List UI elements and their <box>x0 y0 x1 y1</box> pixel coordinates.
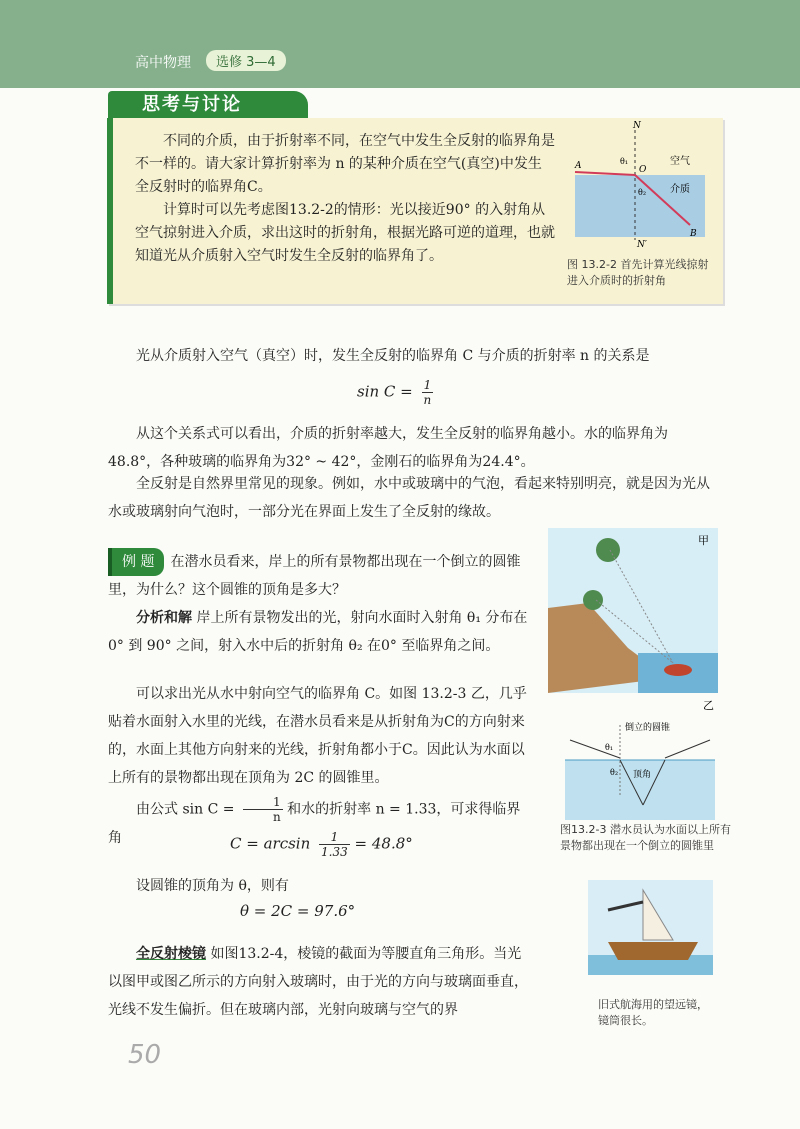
formula-arcsin <box>230 830 413 859</box>
analysis-3-fraction <box>243 795 283 824</box>
caption-13-2-2: 图 13.2-2 首先计算光线掠射进入介质时的折射角 <box>567 258 709 287</box>
label-theta1: θ₁ <box>620 157 629 166</box>
analysis-1-text: 岸上所有景物发出的光，射向水面时入射角 θ₁ 分布在0° 到 90° 之间，射入水中后的折射角 θ₂ 在0° 至临界角之间。 <box>108 610 528 654</box>
label-theta2: θ₂ <box>638 188 647 197</box>
body-paragraph-2: 从这个关系式可以看出，介质的折射率越大，发生全反射的临界角越小。水的临界角为48.8°，各种玻璃的临界角为32° ~ 42°，金刚石的临界角为24.4°。 <box>108 426 668 470</box>
label-theta2-yi: θ₂ <box>610 768 619 777</box>
analysis-3-post: 和水的折射率 n = 1.33，可求得临界角 <box>108 801 521 846</box>
prism-paragraph <box>108 940 528 1024</box>
label-n: N <box>633 121 641 131</box>
analysis-label: 分析和解 <box>136 610 192 626</box>
formula-critical-angle <box>357 378 433 407</box>
label-air: 空气 <box>670 156 690 167</box>
volume-badge: 选修 3—4 <box>206 50 286 71</box>
ship-hull <box>608 942 698 960</box>
formula1-denominator: n <box>423 393 432 407</box>
analysis-4: 设圆锥的顶角为 θ，则有 <box>136 878 289 894</box>
formula2-fraction <box>319 830 350 859</box>
figure-yi-cone <box>565 695 715 820</box>
label-medium: 介质 <box>670 184 690 195</box>
example-badge: 例 题 <box>108 548 164 576</box>
page-number: 50 <box>128 1040 162 1070</box>
figure-13-2-2 <box>565 120 710 250</box>
label-a: A <box>575 161 582 171</box>
label-o: O <box>639 165 647 175</box>
discussion-p2: 计算时可以先考虑图13.2-2的情形：光以接近90° 的入射角从空气掠射进入介质，求出这时的折射角，根据光路可逆的道理，也就知道光从介质射入空气时发生全反射的临界角了。 <box>135 202 555 264</box>
formula2-right: = 48.8° <box>354 834 413 853</box>
analysis-3-pre: 由公式 sin C = <box>136 801 235 818</box>
tree-top-upper <box>596 538 620 562</box>
example-question <box>108 548 528 604</box>
prism-label: 全反射棱镜 <box>136 946 206 962</box>
label-b: B <box>690 229 697 239</box>
caption-13-2-3: 图13.2-3 潜水员认为水面以上所有景物都出现在一个倒立的圆锥里 <box>560 823 731 852</box>
label-n-prime: N′ <box>637 240 647 250</box>
formula2-num: 1 <box>319 830 350 845</box>
water-yi <box>565 760 715 820</box>
label-yi: 乙 <box>703 699 714 712</box>
formula1-numerator: 1 <box>422 378 434 393</box>
incident-ray <box>575 172 635 175</box>
book-title: 高中物理 <box>135 55 191 71</box>
discussion-tag: 思考与讨论 <box>108 91 308 119</box>
analysis-1 <box>108 604 528 660</box>
formula1-left: sin C = <box>357 382 413 401</box>
caption-ship: 旧式航海用的望远镜，镜筒很长。 <box>598 998 708 1027</box>
ray-right <box>665 740 710 758</box>
label-theta1-yi: θ₁ <box>605 743 614 752</box>
diver <box>664 664 692 676</box>
example-question-text: 在潜水员看来，岸上的所有景物都出现在一个倒立的圆锥里，为什么？这个圆锥的顶角是多大？ <box>108 554 521 598</box>
tree-top-lower <box>583 590 603 610</box>
formula2-left: C = arcsin <box>230 834 311 853</box>
prism-text: 如图13.2-4，棱镜的截面为等腰直角三角形。当光以图甲或图乙所示的方向射入玻璃时，由于光的方向与玻璃面垂直，光线不发生偏折。但在玻璃内部，光射向玻璃与空气的界 <box>108 946 528 1018</box>
discussion-text <box>135 130 555 268</box>
analysis-3-den: n <box>272 810 281 824</box>
discussion-p1: 不同的介质，由于折射率不同，在空气中发生全反射的临界角是不一样的。请大家计算折射率为 n 的某种介质在空气(真空)中发生全反射时的临界角C。 <box>135 133 555 195</box>
formula2-den: 1.33 <box>321 845 348 859</box>
figure-ship <box>588 880 713 975</box>
body-paragraph-1: 光从介质射入空气（真空）时，发生全反射的临界角 C 与介质的折射率 n 的关系是 <box>136 348 650 364</box>
analysis-2: 可以求出光从水中射向空气的临界角 C。如图 13.2-3 乙，几乎贴着水面射入水里的光线，在潜水员看来是从折射角为C的方向射来的，水面上其他方向射来的光线，折射角都小于C。因此认为水面以上所有的景物都出现在顶角为 2C 的圆锥里。 <box>108 686 527 786</box>
page-header <box>0 0 800 88</box>
body-paragraph-3: 全反射是自然界里常见的现象。例如，水中或玻璃中的气泡，看起来特别明亮，就是因为光从水或玻璃射向气泡时，一部分光在界面上发生了全反射的缘故。 <box>108 476 710 520</box>
formula1-fraction <box>422 378 434 407</box>
formula-apex: θ = 2C = 97.6° <box>240 902 356 920</box>
figure-jia-diver <box>548 528 718 693</box>
label-cone: 倒立的圆锥 <box>625 723 671 733</box>
label-jia: 甲 <box>698 534 709 547</box>
label-apex: 顶角 <box>633 770 652 780</box>
analysis-3-num: 1 <box>243 795 283 810</box>
